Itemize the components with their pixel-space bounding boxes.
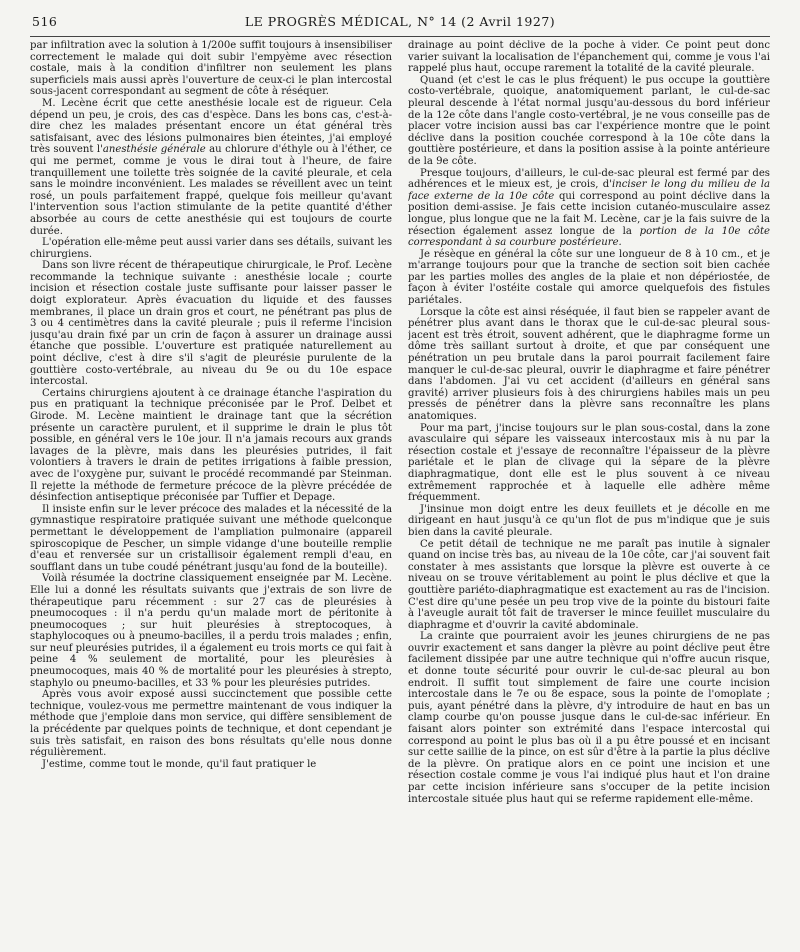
- paragraph: Il insiste enfin sur le lever précoce des malades et la nécessité de la gymnastique respiratoire pratiquée suivant une méthode quelconque permettant le développement de l'ampliation pulmonaire (appareil spiroscopique de Pescher, un simple vidange d'une bouteille remplie d'eau et renversée sur un cristallisoir également rempli d'eau, en soufflant dans un tube coudé pénétrant jusqu'au fond de la bouteille).: [30, 503, 392, 573]
- paragraph: Lorsque la côte est ainsi réséquée, il faut bien se rappeler avant de pénétrer plus avant dans le thorax que le cul-de-sac pleural sous-jacent est très étroit, souvent adhérent, que le diaphragme forme un dôme très saillant surtout à droite, et que par conséquent une pénétration un peu brutale dans la paroi pourrait facilement faire manquer le cul-de-sac pleural, ouvrir le diaphragme et faire pénétrer dans l'abdomen. J'ai vu cet accident (d'ailleurs en général sans gravité) arriver plusieurs fois à des chirurgiens habiles mais un peu pressés de pénétrer dans la plèvre sans reconnaître les plans anatomiques.: [408, 306, 770, 422]
- paragraph: Pour ma part, j'incise toujours sur le plan sous-costal, dans la zone avasculaire qui sépare les vaisseaux intercostaux mis à nu par la résection costale et j'essaye de reconnaître l'épaisseur de la plèvre pariétale et le plan de clivage qui la sépare de la plèvre diaphragmatique, dont elle est le plus souvent à ce niveau extrêmement rapprochée et à laquelle elle adhère même fréquemment.: [408, 422, 770, 504]
- italic-run: anesthésie générale: [102, 144, 206, 156]
- paragraph: L'opération elle-même peut aussi varier dans ses détails, suivant les chirurgiens.: [30, 237, 392, 260]
- running-title: LE PROGRÈS MÉDICAL, N° 14 (2 Avril 1927): [244, 14, 556, 29]
- page-number: 516: [32, 14, 58, 29]
- text-run: M. Lecène écrit que cette anesthésie locale est de rigueur. Cela dépend un peu, je crois, des cas d'espèce. Dans les bons cas, c'est-à-dire chez les malades présentant encore un état général très satisfaisant, avec des lésions pulmonaires bien éteintes, j'ai employé très souvent l': [30, 97, 392, 156]
- paragraph: Après vous avoir exposé aussi succinctement que possible cette technique, voulez-vous me permettre maintenant de vous indiquer la méthode que j'emploie dans mon service, qui diffère sensiblement de la précédente par quelques points de technique, et dont cependant je suis très satisfait, en raison des bons résultats qu'elle nous donne régulièrement.: [30, 689, 392, 759]
- paragraph: Certains chirurgiens ajoutent à ce drainage étanche l'aspiration du pus en pratiquant la technique préconisée par le Prof. Delbet et Girode. M. Lecène maintient le drainage tant que la sécrétion présente un caractère purulent, et il supprime le drain le plus tôt possible, en général vers le 10e jour. Il n'a jamais recours aux grands lavages de la plèvre, mais dans les pleurésies putrides, il fait volontiers à travers le drain de petites irrigations à faible pression, avec de l'oxygène pur, suivant le procédé recommandé par Steinman. Il rejette la méthode de fermeture précoce de la plèvre précédée de désinfection antiseptique préconisée par Tuffier et Depage.: [30, 387, 392, 504]
- paragraph: drainage au point déclive de la poche à vider. Ce point peut donc varier suivant la localisation de l'épanchement qui, comme je vous l'ai rappelé plus haut, occupe rarement la totalité de la cavité pleurale.: [408, 40, 770, 75]
- italic-run: inciser le long du milieu de la face externe de la 10e côte: [408, 179, 770, 202]
- paragraph: Voilà résumée la doctrine classiquement enseignée par M. Lecène. Elle lui a donné les résultats suivants que j'extrais de son livre de thérapeutique paru récemment : sur 27 cas de pleurésies à pneumocoques : il n'a perdu qu'un malade mort de péritonite à pneumocoques ; sur huit pleurésies à streptocoques, à staphylocoques ou à pneumo-bacilles, il a perdu trois malades ; enfin, sur neuf pleurésies putrides, il a également eu trois morts ce qui fait à peine 4 % seulement de mortalité, pour les pleurésies à pneumocoques, mais 40 % de mortalité pour les pleurésies à strepto, staphylo ou pneumo-bacilles, et 33 % pour les pleurésies putrides.: [30, 573, 392, 689]
- text-columns: [30, 40, 770, 946]
- paragraph: par infiltration avec la solution à 1/200e suffit toujours à insensibiliser correctement le malade qui doit subir l'empyème avec résection costale, mais à la condition d'infiltrer non seulement les plans superficiels mais aussi après l'ouverture de ceux-ci le plan intercostal sous-jacent correspondant au segment de côte à réséquer.: [30, 40, 392, 98]
- paragraph: Dans son livre récent de thérapeutique chirurgicale, le Prof. Lecène recommande la technique suivante : anesthésie locale ; courte incision et résection costale juste suffisante pour laisser passer le doigt explorateur. Après évacuation du liquide et des fausses membranes, il place un drain gros et court, ne pénétrant pas plus de 3 ou 4 centimètres dans la cavité pleurale ; puis il referme l'incision jusqu'au drain fixé par un crin de façon à assurer un drainage aussi étanche que possible. L'ouverture est pratiquée naturellement au point déclive, c'est à dire s'il s'agit de pleurésie purulente de la gouttière costo-vertébrale, au niveau du 9e ou du 10e espace intercostal.: [30, 260, 392, 388]
- paragraph: [30, 98, 392, 237]
- paragraph: Ce petit détail de technique ne me paraît pas inutile à signaler quand on incise très bas, au niveau de la 10e côte, car j'ai souvent fait constater à mes assistants que lorsque la plèvre est ouverte à ce niveau on se trouve véritablement au point le plus déclive et que la gouttière pariéto-diaphragmatique est exactement au ras de l'incision. C'est dire qu'une pesée un peu trop vive de la pointe du bistouri faite à l'aveugle aurait tôt fait de traverser le mince feuillet musculaire du diaphragme et d'ouvrir la cavité abdominale.: [408, 538, 770, 631]
- text-run: qui correspond au point déclive dans la position demi-assise. Je fais cette incision cutanéo-musculaire assez longue, plus longue que ne la fait M. Lecène, car je la fais suivre de la résection également assez longue de la: [408, 190, 770, 237]
- header-rule: [30, 36, 770, 37]
- right-column: [408, 40, 770, 946]
- left-column: [30, 40, 392, 946]
- text-run: Presque toujours, d'ailleurs, le cul-de-sac pleural est fermé par des adhérences et le mieux est, je crois, d': [408, 167, 770, 191]
- text-run: au chlorure d'éthyle ou à l'éther, ce qui me permet, comme je vous le dirai tout à l'heure, de faire tranquillement une toilette très soignée de la cavité pleurale, et cela sans le moindre inconvénient. Les malades se réveillent avec un teint rosé, un pouls parfaitement frappé, quelque fois meilleur qu'avant l'intervention sous l'action stimulante de la petite quantité d'éther absorbée au cours de cette anesthésie qui est toujours de courte durée.: [30, 144, 392, 237]
- paragraph: J'insinue mon doigt entre les deux feuillets et je décolle en me dirigeant en haut jusqu'à ce qu'un flot de pus m'indique que je suis bien dans la cavité pleurale.: [408, 503, 770, 538]
- paragraph: Je résèque en général la côte sur une longueur de 8 à 10 cm., et je m'arrange toujours pour que la tranche de section soit bien cachée par les parties molles des angles de la plaie et non dépériostée, de façon à éviter l'ostéite costale qui amorce quelquefois des fistules pariétales.: [408, 248, 770, 307]
- paragraph: [408, 168, 770, 249]
- paragraph: J'estime, comme tout le monde, qu'il faut pratiquer le: [42, 758, 317, 770]
- paragraph: La crainte que pourraient avoir les jeunes chirurgiens de ne pas ouvrir exactement et sans danger la plèvre au point déclive peut être facilement dissipée par une autre technique qui n'offre aucun risque, et donne toute sécurité pour ouvrir le cul-de-sac pleural au bon endroit. Il suffit tout simplement de faire une courte incision intercostale dans le 7e ou 8e espace, sous la pointe de l'omoplate ; puis, ayant pénétré dans la plèvre, d'y introduire de haut en bas un clamp courbe qu'on pousse jusque dans le cul-de-sac inférieur. En faisant alors pointer son extrémité dans l'espace intercostal qui correspond au point le plus bas où il a pu être poussé et en incisant sur cette saillie de la pince, on est sûr d'être à la partie la plus déclive de la plèvre. On pratique alors en ce point une incision et une résection costale comme je vous l'ai indiqué plus haut et l'on draine par cette incision inférieure sans s'occuper de la petite incision intercostale située plus haut qui se referme rapidement elle-même.: [408, 631, 770, 805]
- paragraph: Quand (et c'est le cas le plus fréquent) le pus occupe la gouttière costo-vertébrale, quoique, anatomiquement parlant, le cul-de-sac pleural descende à l'état normal jusqu'au-dessous du bord inférieur de la 12e côte dans l'angle costo-vertébral, je ne vous conseille pas de placer votre incision aussi bas car l'expérience montre que le point déclive dans la position couchée correspond à la 10e côte dans la gouttière postérieure, et dans la position assise à la pointe antérieure de la 9e côte.: [408, 74, 770, 167]
- page-header: [28, 14, 772, 34]
- italic-run: portion de la 10e côte correspondant à sa courbure postérieure.: [408, 225, 770, 249]
